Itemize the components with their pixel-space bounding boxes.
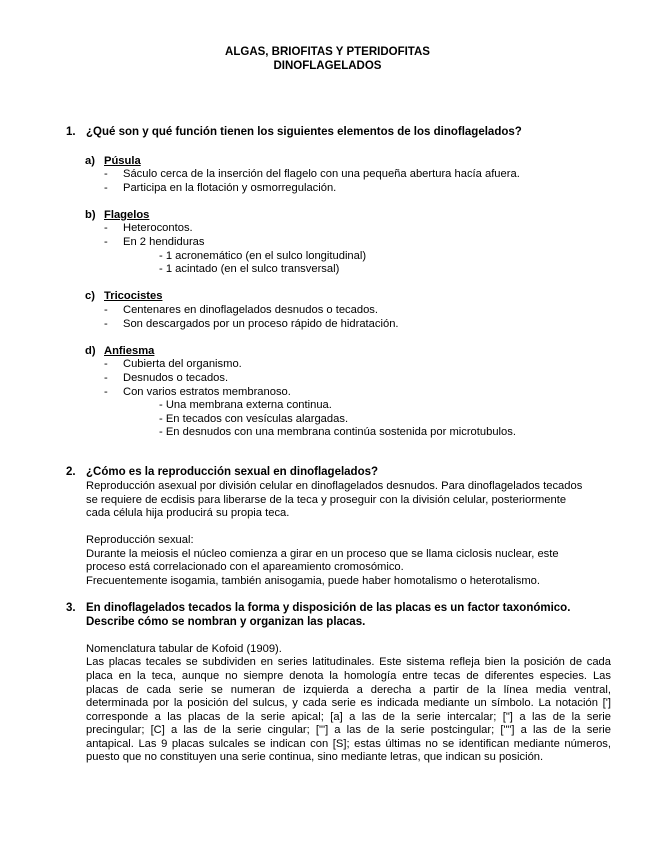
question-number: 2.	[66, 466, 76, 478]
list-item: - Desnudos o tecados.	[104, 372, 229, 384]
subsection-a: a) Púsula	[85, 155, 141, 167]
paragraph-line: corresponde a las placas de la serie apical; [a] a las de la serie intercalar; ["] a las de la serie	[86, 711, 611, 723]
subsection-b: b) Flagelos	[85, 209, 150, 221]
paragraph-line: Las placas tecales se subdividen en series latitudinales. Este sistema refleja bien la posición de cada	[86, 656, 611, 668]
paragraph-line: precingular; [C] a las de la serie cingular; ["'] a las de la serie postcingular; [""] a las de la serie	[86, 724, 611, 736]
paragraph-line: placa en la teca, aunque no siempre denota la homología entre tecas de diferentes especies. Las	[86, 670, 611, 682]
paragraph-line: proceso está correlacionado con el apareamiento cromosómico.	[86, 561, 404, 573]
question-2	[66, 466, 378, 478]
paragraph-line: determinada por la posición del sulcus, y cada serie es indicada mediante un símbolo. La notación [']	[86, 697, 611, 709]
question-text: ¿Cómo es la reproducción sexual en dinoflagelados?	[86, 466, 379, 478]
paragraph-line: Nomenclatura tabular de Kofoid (1909).	[86, 643, 282, 655]
question-text: ¿Qué son y qué función tienen los siguientes elementos de los dinoflagelados?	[86, 126, 522, 138]
paragraph-line: antapical. Las 9 placas sulcales se indican con [S]; estas últimas no se identifican mediante números,	[86, 738, 611, 750]
paragraph-line: Durante la meiosis el núcleo comienza a girar en un proceso que se llama ciclosis nuclear, este	[86, 548, 559, 560]
subsection-c: c) Tricocistes	[85, 290, 163, 302]
paragraph-line: Frecuentemente isogamia, también anisogamia, puede haber homotalismo o heterotalismo.	[86, 575, 540, 587]
sub-list-item: - 1 acronemático (en el sulco longitudinal)	[159, 250, 367, 262]
sub-list-item: - En desnudos con una membrana continúa sostenida por microtubulos.	[159, 426, 516, 438]
paragraph-line: Reproducción asexual por división celular en dinoflagelados desnudos. Para dinoflagelados tecados	[86, 480, 583, 492]
list-item: - Son descargados por un proceso rápido de hidratación.	[104, 318, 399, 330]
paragraph-line: se requiere de ecdisis para liberarse de la teca y proseguir con la división celular, posteriormente	[86, 494, 567, 506]
list-item: - Sáculo cerca de la inserción del flagelo con una pequeña abertura hacía afuera.	[104, 168, 520, 180]
sub-list-item: - 1 acintado (en el sulco transversal)	[159, 263, 340, 275]
list-item: - Centenares en dinoflagelados desnudos o tecados.	[104, 304, 379, 316]
question-text: En dinoflagelados tecados la forma y disposición de las placas es un factor taxonómico.	[86, 602, 571, 614]
subsection-d: d) Anfiesma	[85, 345, 155, 357]
paragraph-line: Reproducción sexual:	[86, 534, 194, 546]
question-number: 1.	[66, 126, 76, 138]
list-item: - Con varios estratos membranoso.	[104, 386, 291, 398]
question-1	[66, 126, 522, 138]
document-subtitle: DINOFLAGELADOS	[273, 60, 382, 72]
document-title: ALGAS, BRIOFITAS Y PTERIDOFITAS	[225, 46, 430, 58]
paragraph-line: placas de cada serie se numeran de izquierda a derecha a partir de la línea media ventral,	[86, 684, 611, 696]
paragraph-line: cada célula hija producirá su propia teca.	[86, 507, 290, 519]
paragraph-line: puesto que no constituyen una serie continua, sino mediante letras, que indican su posición.	[86, 751, 544, 763]
list-item: - Heterocontos.	[104, 222, 193, 234]
list-item: - En 2 hendiduras	[104, 236, 205, 248]
question-text-continued: Describe cómo se nombran y organizan las placas.	[86, 616, 366, 628]
list-item: - Participa en la flotación y osmorregulación.	[104, 182, 337, 194]
question-3	[66, 602, 570, 614]
sub-list-item: - En tecados con vesículas alargadas.	[159, 413, 349, 425]
question-number: 3.	[66, 602, 76, 614]
list-item: - Cubierta del organismo.	[104, 358, 242, 370]
sub-list-item: - Una membrana externa continua.	[159, 399, 332, 411]
